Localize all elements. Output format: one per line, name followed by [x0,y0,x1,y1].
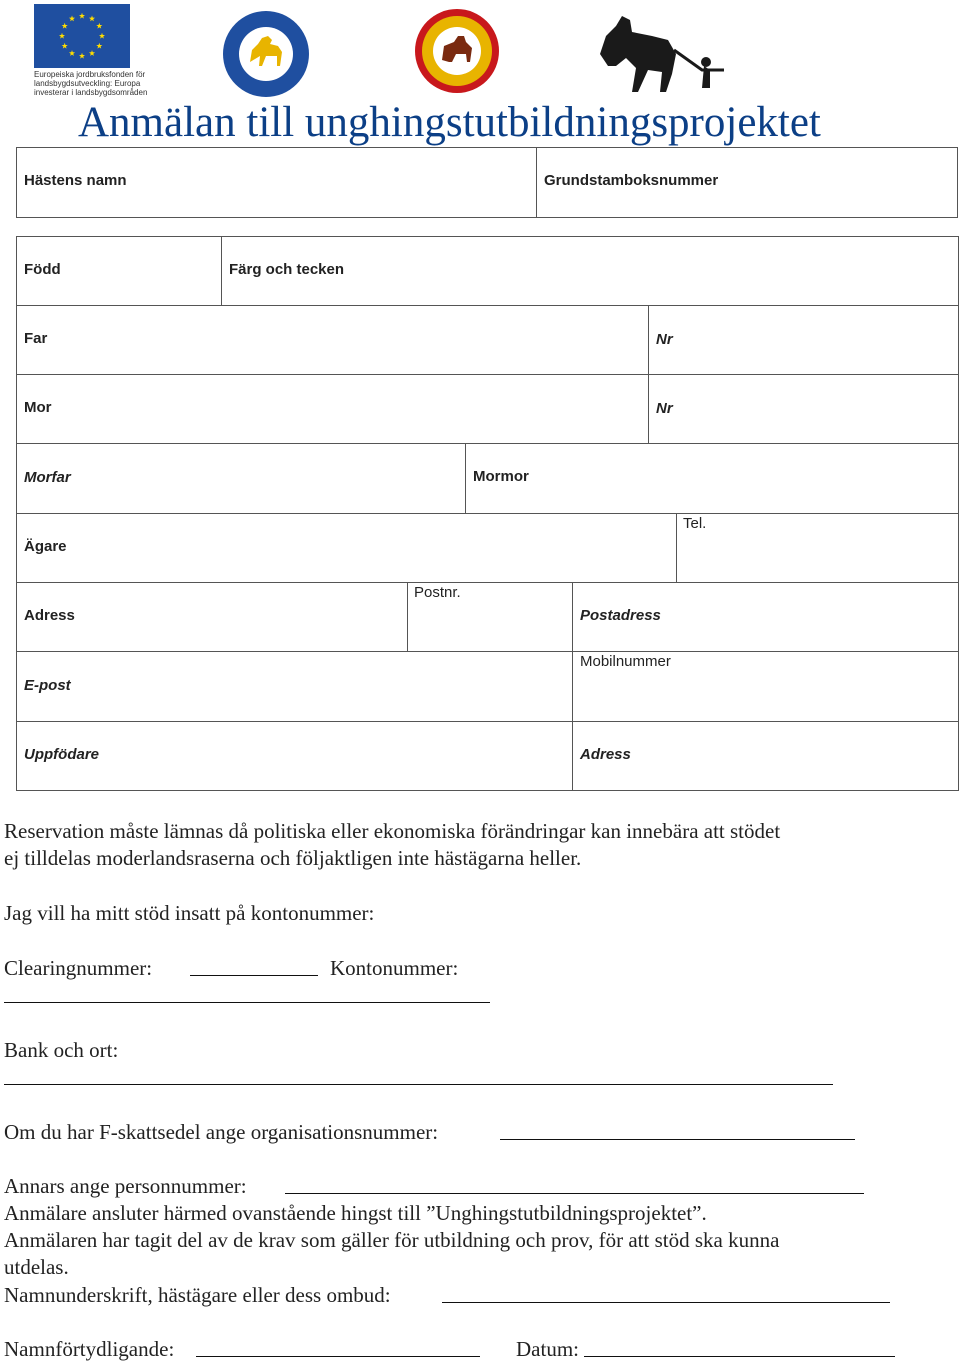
label-mor-nr: Nr [656,400,673,417]
page-title: Anmälan till unghingstutbildningsprojektet [78,99,821,146]
namnunderskrift-label: Namnunderskrift, hästägare eller dess ombud: [4,1283,391,1307]
cell-epost[interactable] [16,651,573,722]
horse-and-plough-logo [592,10,732,98]
label-far: Far [24,330,48,347]
label-postnr: Postnr. [414,584,461,601]
namnfortydligande-field[interactable] [196,1356,480,1357]
cell-mormor[interactable] [465,443,959,514]
label-mor: Mor [24,399,52,416]
cell-tel[interactable] [676,513,959,583]
label-postadress: Postadress [580,607,661,624]
cell-mor-nr[interactable] [648,374,959,444]
organisationsnummer-field[interactable] [500,1139,855,1140]
cell-mor[interactable] [16,374,649,444]
cell-morfar[interactable] [16,443,466,514]
cell-far-nr[interactable] [648,305,959,375]
ardennerhasten-logo [414,8,500,94]
label-agare: Ägare [24,538,67,555]
label-adress: Adress [24,607,75,624]
label-tel: Tel. [683,515,707,532]
label-grundstamboksnummer: Grundstamboksnummer [544,172,719,189]
krav-line-2: utdelas. [4,1255,69,1279]
label-mobilnummer: Mobilnummer [580,653,671,670]
cell-far[interactable] [16,305,649,375]
clearing-field[interactable] [190,975,318,976]
namnfortydligande-label: Namnförtydligande: [4,1337,175,1361]
draft-horse-icon [592,10,732,98]
namnunderskrift-field[interactable] [442,1302,890,1303]
label-fodd: Född [24,261,61,278]
label-morfar: Morfar [24,469,71,486]
label-hastens-namn: Hästens namn [24,172,127,189]
label-far-nr: Nr [656,331,673,348]
eu-flag-icon [34,4,130,68]
bank-label: Bank och ort: [4,1038,119,1062]
fskatt-label: Om du har F-skattsedel ange organisationsnummer: [4,1120,439,1144]
datum-label: Datum: [516,1337,579,1361]
label-uppfodare: Uppfödare [24,746,99,763]
eu-logo-line-2: landsbygdsutveckling: Europa [34,79,141,88]
eu-logo [34,4,148,99]
label-mormor: Mormor [473,468,529,485]
label-epost: E-post [24,677,71,694]
cell-agare[interactable] [16,513,677,583]
eu-logo-line-3: investerar i landsbygdsområden [34,88,148,97]
kontonummer-label: Kontonummer: [330,956,459,980]
kontonummer-field[interactable] [4,1002,490,1003]
label-uppfodare-adress: Adress [580,746,631,763]
personnummer-label: Annars ange personnummer: [4,1174,247,1198]
eu-logo-line-1: Europeiska jordbruksfonden för [34,70,146,79]
reservation-line-1: Reservation måste lämnas då politiska eller ekonomiska förändringar kan innebära att stödet [4,819,781,843]
anslut-text: Anmälare ansluter härmed ovanstående hingst till ”Unghingstutbildningsprojektet”. [4,1201,707,1225]
reservation-line-2: ej tilldelas moderlandsraserna och följaktligen inte hästägarna heller. [4,846,582,870]
datum-field[interactable] [584,1356,895,1357]
clearing-label: Clearingnummer: [4,956,153,980]
svenska-russavelsforeningen-logo [222,10,310,98]
konto-intro: Jag vill ha mitt stöd insatt på kontonummer: [4,901,375,925]
label-farg-och-tecken: Färg och tecken [229,261,345,278]
cell-uppfodare[interactable] [16,721,573,791]
personnummer-field[interactable] [285,1193,864,1194]
bank-field[interactable] [4,1084,833,1085]
krav-line-1: Anmälaren har tagit del av de krav som gäller för utbildning och prov, för att stöd ska kunna [4,1228,780,1252]
